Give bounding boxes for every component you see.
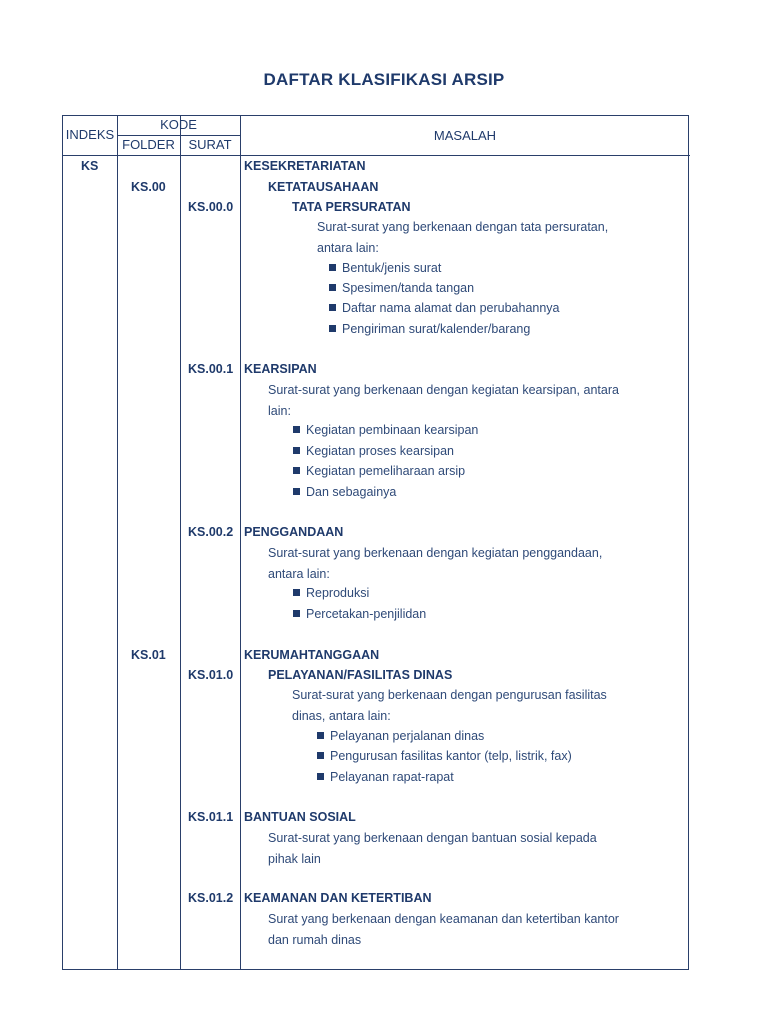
item-title: TATA PERSURATAN (292, 200, 411, 214)
bullet-item: Daftar nama alamat dan perubahannya (329, 298, 560, 319)
bullet-square-icon (293, 610, 300, 617)
bullet-square-icon (293, 426, 300, 433)
column-divider (180, 116, 181, 969)
surat-code: KS.00.1 (188, 362, 234, 376)
item-description: Surat-surat yang berkenaan dengan kegiatan kearsipan, antara lain: (268, 383, 619, 418)
surat-code: KS.01.2 (188, 891, 234, 905)
column-divider (117, 116, 118, 969)
classification-table (62, 115, 689, 970)
bullet-item: Bentuk/jenis surat (329, 258, 441, 279)
bullet-square-icon (329, 304, 336, 311)
bullet-item: Pengurusan fasilitas kantor (telp, listrik, fax) (317, 746, 572, 767)
bullet-square-icon (293, 447, 300, 454)
bullet-item: Dan sebagainya (293, 482, 396, 503)
item-description: Surat yang berkenaan dengan keamanan dan ketertiban kantor dan rumah dinas (268, 912, 619, 947)
subsection-heading: KETATAUSAHAAN (268, 180, 379, 194)
bullet-item: Pengiriman surat/kalender/barang (329, 319, 530, 340)
folder-code: KS.00 (131, 180, 166, 194)
header-divider (117, 135, 240, 136)
item-description: Surat-surat yang berkenaan dengan tata persuratan, antara lain: (317, 220, 609, 255)
header-masalah: MASALAH (433, 128, 497, 143)
bullet-square-icon (329, 325, 336, 332)
bullet-square-icon (329, 264, 336, 271)
bullet-square-icon (317, 773, 324, 780)
bullet-square-icon (317, 732, 324, 739)
bullet-item: Pelayanan rapat-rapat (317, 767, 454, 788)
document-title: DAFTAR KLASIFIKASI ARSIP (263, 70, 505, 89)
indeks-value: KS (81, 159, 99, 173)
surat-code: KS.00.0 (188, 200, 234, 214)
header-folder: FOLDER (122, 137, 175, 152)
header-surat: SURAT (188, 137, 232, 152)
item-description: Surat-surat yang berkenaan dengan pengurusan fasilitas dinas, antara lain: (292, 688, 607, 723)
bullet-item: Kegiatan proses kearsipan (293, 441, 454, 462)
bullet-item: Spesimen/tanda tangan (329, 278, 474, 299)
bullet-item: Pelayanan perjalanan dinas (317, 726, 484, 747)
item-title: KEAMANAN DAN KETERTIBAN (244, 891, 432, 905)
bullet-item: Percetakan-penjilidan (293, 604, 426, 625)
header-kode: KODE (160, 117, 197, 132)
header-divider (63, 155, 690, 156)
bullet-square-icon (293, 589, 300, 596)
item-description: Surat-surat yang berkenaan dengan kegiatan penggandaan, antara lain: (268, 546, 603, 581)
column-divider (240, 116, 241, 969)
surat-code: KS.00.2 (188, 525, 234, 539)
folder-code: KS.01 (131, 648, 166, 662)
bullet-square-icon (317, 752, 324, 759)
bullet-square-icon (329, 284, 336, 291)
bullet-square-icon (293, 488, 300, 495)
subsection-heading: KERUMAHTANGGAAN (244, 648, 380, 662)
section-heading: KESEKRETARIATAN (244, 159, 366, 173)
item-title: PENGGANDAAN (244, 525, 344, 539)
header-indeks: INDEKS (65, 127, 115, 142)
surat-code: KS.01.0 (188, 668, 234, 682)
bullet-item: Kegiatan pemeliharaan arsip (293, 461, 465, 482)
item-description: Surat-surat yang berkenaan dengan bantuan sosial kepada pihak lain (268, 831, 597, 866)
surat-code: KS.01.1 (188, 810, 234, 824)
bullet-square-icon (293, 467, 300, 474)
bullet-item: Reproduksi (293, 583, 369, 604)
item-title: BANTUAN SOSIAL (244, 810, 356, 824)
bullet-item: Kegiatan pembinaan kearsipan (293, 420, 478, 441)
item-title: PELAYANAN/FASILITAS DINAS (268, 668, 453, 682)
item-title: KEARSIPAN (244, 362, 317, 376)
